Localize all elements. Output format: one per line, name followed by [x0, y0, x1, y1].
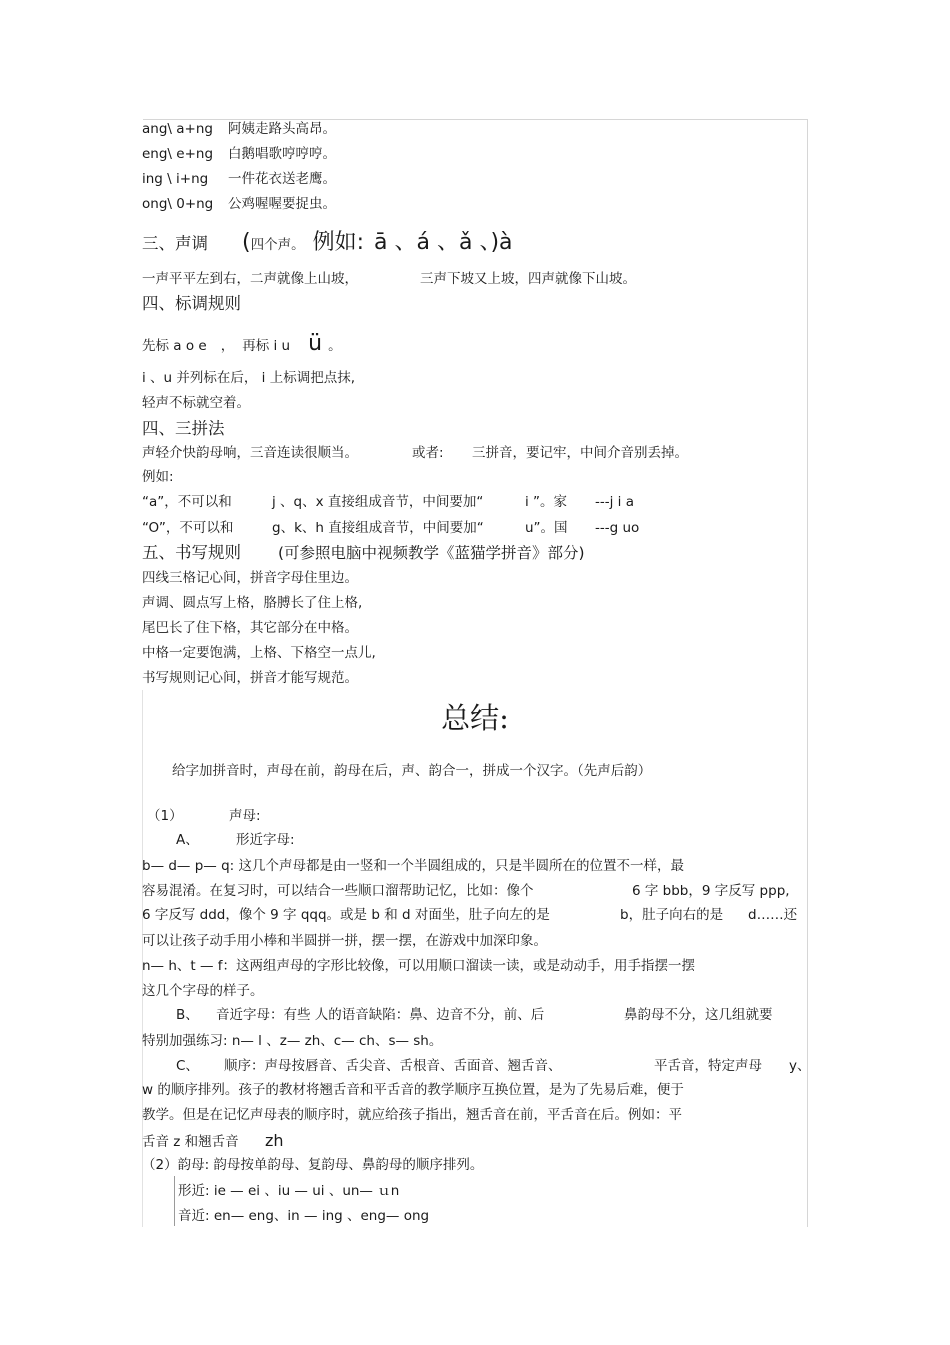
ex-text: g、k、h 直接组成音节，中间要加“ — [272, 520, 484, 536]
writing-line: 声调、圆点写上格，胳膊长了住上格, — [142, 595, 363, 611]
final-pinyin: ing \ i+ng — [142, 171, 209, 187]
triple-example-1 — [142, 493, 634, 511]
para-text: 顺序：声母按唇音、舌尖音、舌根音、舌面音、翘舌音、 — [224, 1058, 562, 1074]
writing-line: 中格一定要饱满，上格、下格空一点儿, — [142, 645, 376, 661]
final-rhyme: 一件花衣送老鹰。 — [228, 171, 336, 187]
summary-a-p5: n— h、t — f：这两组声母的字形比较像，可以用顺口溜读一读，或是动动手，用手指摆一摆 — [142, 958, 696, 974]
tone-rule-then: 再标 i u — [242, 338, 291, 354]
triple-rhyme-b: 三拼音，要记牢，中间介音别丢掉。 — [472, 445, 688, 461]
final-rhyme: 公鸡喔喔要捉虫。 — [228, 196, 336, 212]
sub-title: 形近字母: — [236, 832, 295, 848]
summary-a-p3 — [142, 906, 797, 924]
para-text: 平舌音，特定声母 — [654, 1058, 762, 1074]
tone-rule-first: 先标 a o e — [142, 338, 207, 354]
tone-rule-period: 。 — [328, 338, 342, 354]
writing-heading-line — [142, 542, 585, 565]
writing-line: 书写规则记心间，拼音才能写规范。 — [142, 670, 358, 686]
summary-a-head — [176, 831, 295, 849]
summary-c-p1 — [176, 1057, 811, 1075]
sub-label: A、 — [176, 832, 199, 848]
para-text: 鼻韵母不分，这几组就要 — [624, 1007, 773, 1023]
para-text: 容易混淆。在复习时，可以结合一些顺口溜帮助记忆，比如：像个 — [142, 883, 534, 899]
para-text: 舌音 z 和翘舌音 — [142, 1134, 239, 1150]
para-text: d……还 — [748, 907, 798, 923]
para-text: zh — [265, 1131, 284, 1150]
summary-c-p2: w 的顺序排列。孩子的教材将翘舌音和平舌音的教学顺序互换位置，是为了先易后难，便于 — [142, 1082, 684, 1098]
para-text: b，肚子向右的是 — [620, 907, 724, 923]
para-text: 6 字反写 ddd，像个 9 字 qqq。或是 b 和 d 对面坐，肚子向左的是 — [142, 907, 550, 923]
summary-c-p3: 教学。但是在记忆声母表的顺序时，就应给孩子指出，翘舌音在前，平舌音在后。例如：平 — [142, 1107, 682, 1123]
summary-title: 总结: — [441, 701, 509, 735]
final-rhyme: 白鹅唱歌哼哼哼。 — [228, 146, 336, 162]
bracket-line — [174, 1176, 175, 1226]
writing-line: 四线三格记心间，拼音字母住里边。 — [142, 570, 358, 586]
ex-text: i ”。家 — [525, 494, 568, 510]
tone-rule-line — [142, 330, 342, 360]
summary-sec1 — [147, 807, 261, 825]
summary-a-p1: b— d— p— q: 这几个声母都是由一竖和一个半圆组成的，只是半圆所在的位置不一样，最 — [142, 858, 684, 874]
tone-rule-line-3: 轻声不标就空着。 — [142, 395, 250, 411]
summary-a-p2 — [142, 882, 790, 900]
final-pinyin: ong\ 0+ng — [142, 196, 214, 212]
final-row — [142, 145, 336, 163]
section-heading: 四、三拼法 — [142, 419, 225, 438]
sub-label: B、 — [176, 1007, 199, 1023]
summary-b-p2: 特别加强练习: n— l 、z— zh、c— ch、s— sh。 — [142, 1033, 443, 1049]
final-rhyme: 阿姨走路头高昂。 — [228, 121, 336, 137]
ex-text: j 、q、x 直接组成音节，中间要加“ — [272, 494, 484, 510]
tone-marks: ā 、á 、ǎ 、)à — [374, 230, 513, 255]
section-heading: 五、书写规则 — [142, 543, 241, 562]
ex-text: “a”，不可以和 — [142, 494, 232, 510]
triple-example-2 — [142, 519, 639, 537]
writing-line: 尾巴长了住下格，其它部分在中格。 — [142, 620, 358, 636]
final-pinyin: eng\ e+ng — [142, 146, 214, 162]
para-text: y、 — [789, 1058, 811, 1074]
shape-near-line: 形近: ie — ei 、iu — ui 、un— ｕn — [178, 1183, 400, 1199]
tones-rhyme-a: 一声平平左到右，二声就像上山坡， — [142, 271, 358, 287]
tone-note: 四个声。 — [250, 237, 305, 253]
triple-rhyme-a: 声轻介快韵母响，三音连读很顺当。 — [142, 445, 358, 461]
summary-a-p4: 可以让孩子动手用小棒和半圆拼一拼，摆一摆，在游戏中加深印象。 — [142, 933, 547, 949]
summary-a-p6: 这几个字母的样子。 — [142, 983, 264, 999]
tone-rule-line-2: i 、u 并列标在后， i 上标调把点抹, — [142, 370, 356, 386]
sub-label: C、 — [176, 1058, 199, 1074]
ex-text: u”。国 — [525, 520, 568, 536]
summary-b-p1 — [176, 1006, 773, 1024]
summary-intro: 给字加拼音时，声母在前，韵母在后，声、韵合一，拼成一个汉字。（先声后韵） — [172, 763, 652, 779]
tones-heading-line — [142, 228, 513, 260]
triple-line-1 — [142, 444, 688, 462]
tones-rhyme — [142, 270, 636, 288]
final-row — [142, 170, 336, 188]
tones-rhyme-b: 三声下坡又上坡，四声就像下山坡。 — [420, 271, 636, 287]
ex-text: ---j i a — [595, 494, 634, 510]
final-pinyin: ang\ a+ng — [142, 121, 213, 137]
sec-label: （1） — [147, 808, 183, 824]
u-umlaut: ü — [308, 331, 323, 356]
ex-text: “O”，不可以和 — [142, 520, 234, 536]
summary-sec2: （2）韵母: 韵母按单韵母、复韵母、鼻韵母的顺序排列。 — [142, 1157, 484, 1173]
tone-rule-comma: ， — [220, 338, 235, 354]
paren-open: ( — [242, 230, 251, 255]
final-row — [142, 195, 336, 213]
summary-c-p4 — [142, 1131, 284, 1152]
writing-note: (可参照电脑中视频教学《蓝猫学拼音》部分) — [278, 544, 585, 562]
para-text: 音近字母：有些 人的语音缺陷：鼻、边音不分，前、后 — [216, 1007, 545, 1023]
final-row — [142, 120, 336, 138]
sound-near-line: 音近: en— eng、in — ing 、eng— ong — [178, 1208, 430, 1224]
para-text: 6 字 bbb，9 字反写 ppp, — [632, 883, 790, 899]
sec-title: 声母: — [229, 808, 261, 824]
ex-text: ---g uo — [595, 520, 640, 536]
triple-or: 或者: — [412, 445, 444, 461]
section-heading: 四、标调规则 — [142, 294, 241, 313]
example-label: 例如: — [142, 469, 174, 485]
section-heading: 三、声调 — [142, 234, 208, 253]
example-prefix: 例如: — [312, 230, 365, 255]
